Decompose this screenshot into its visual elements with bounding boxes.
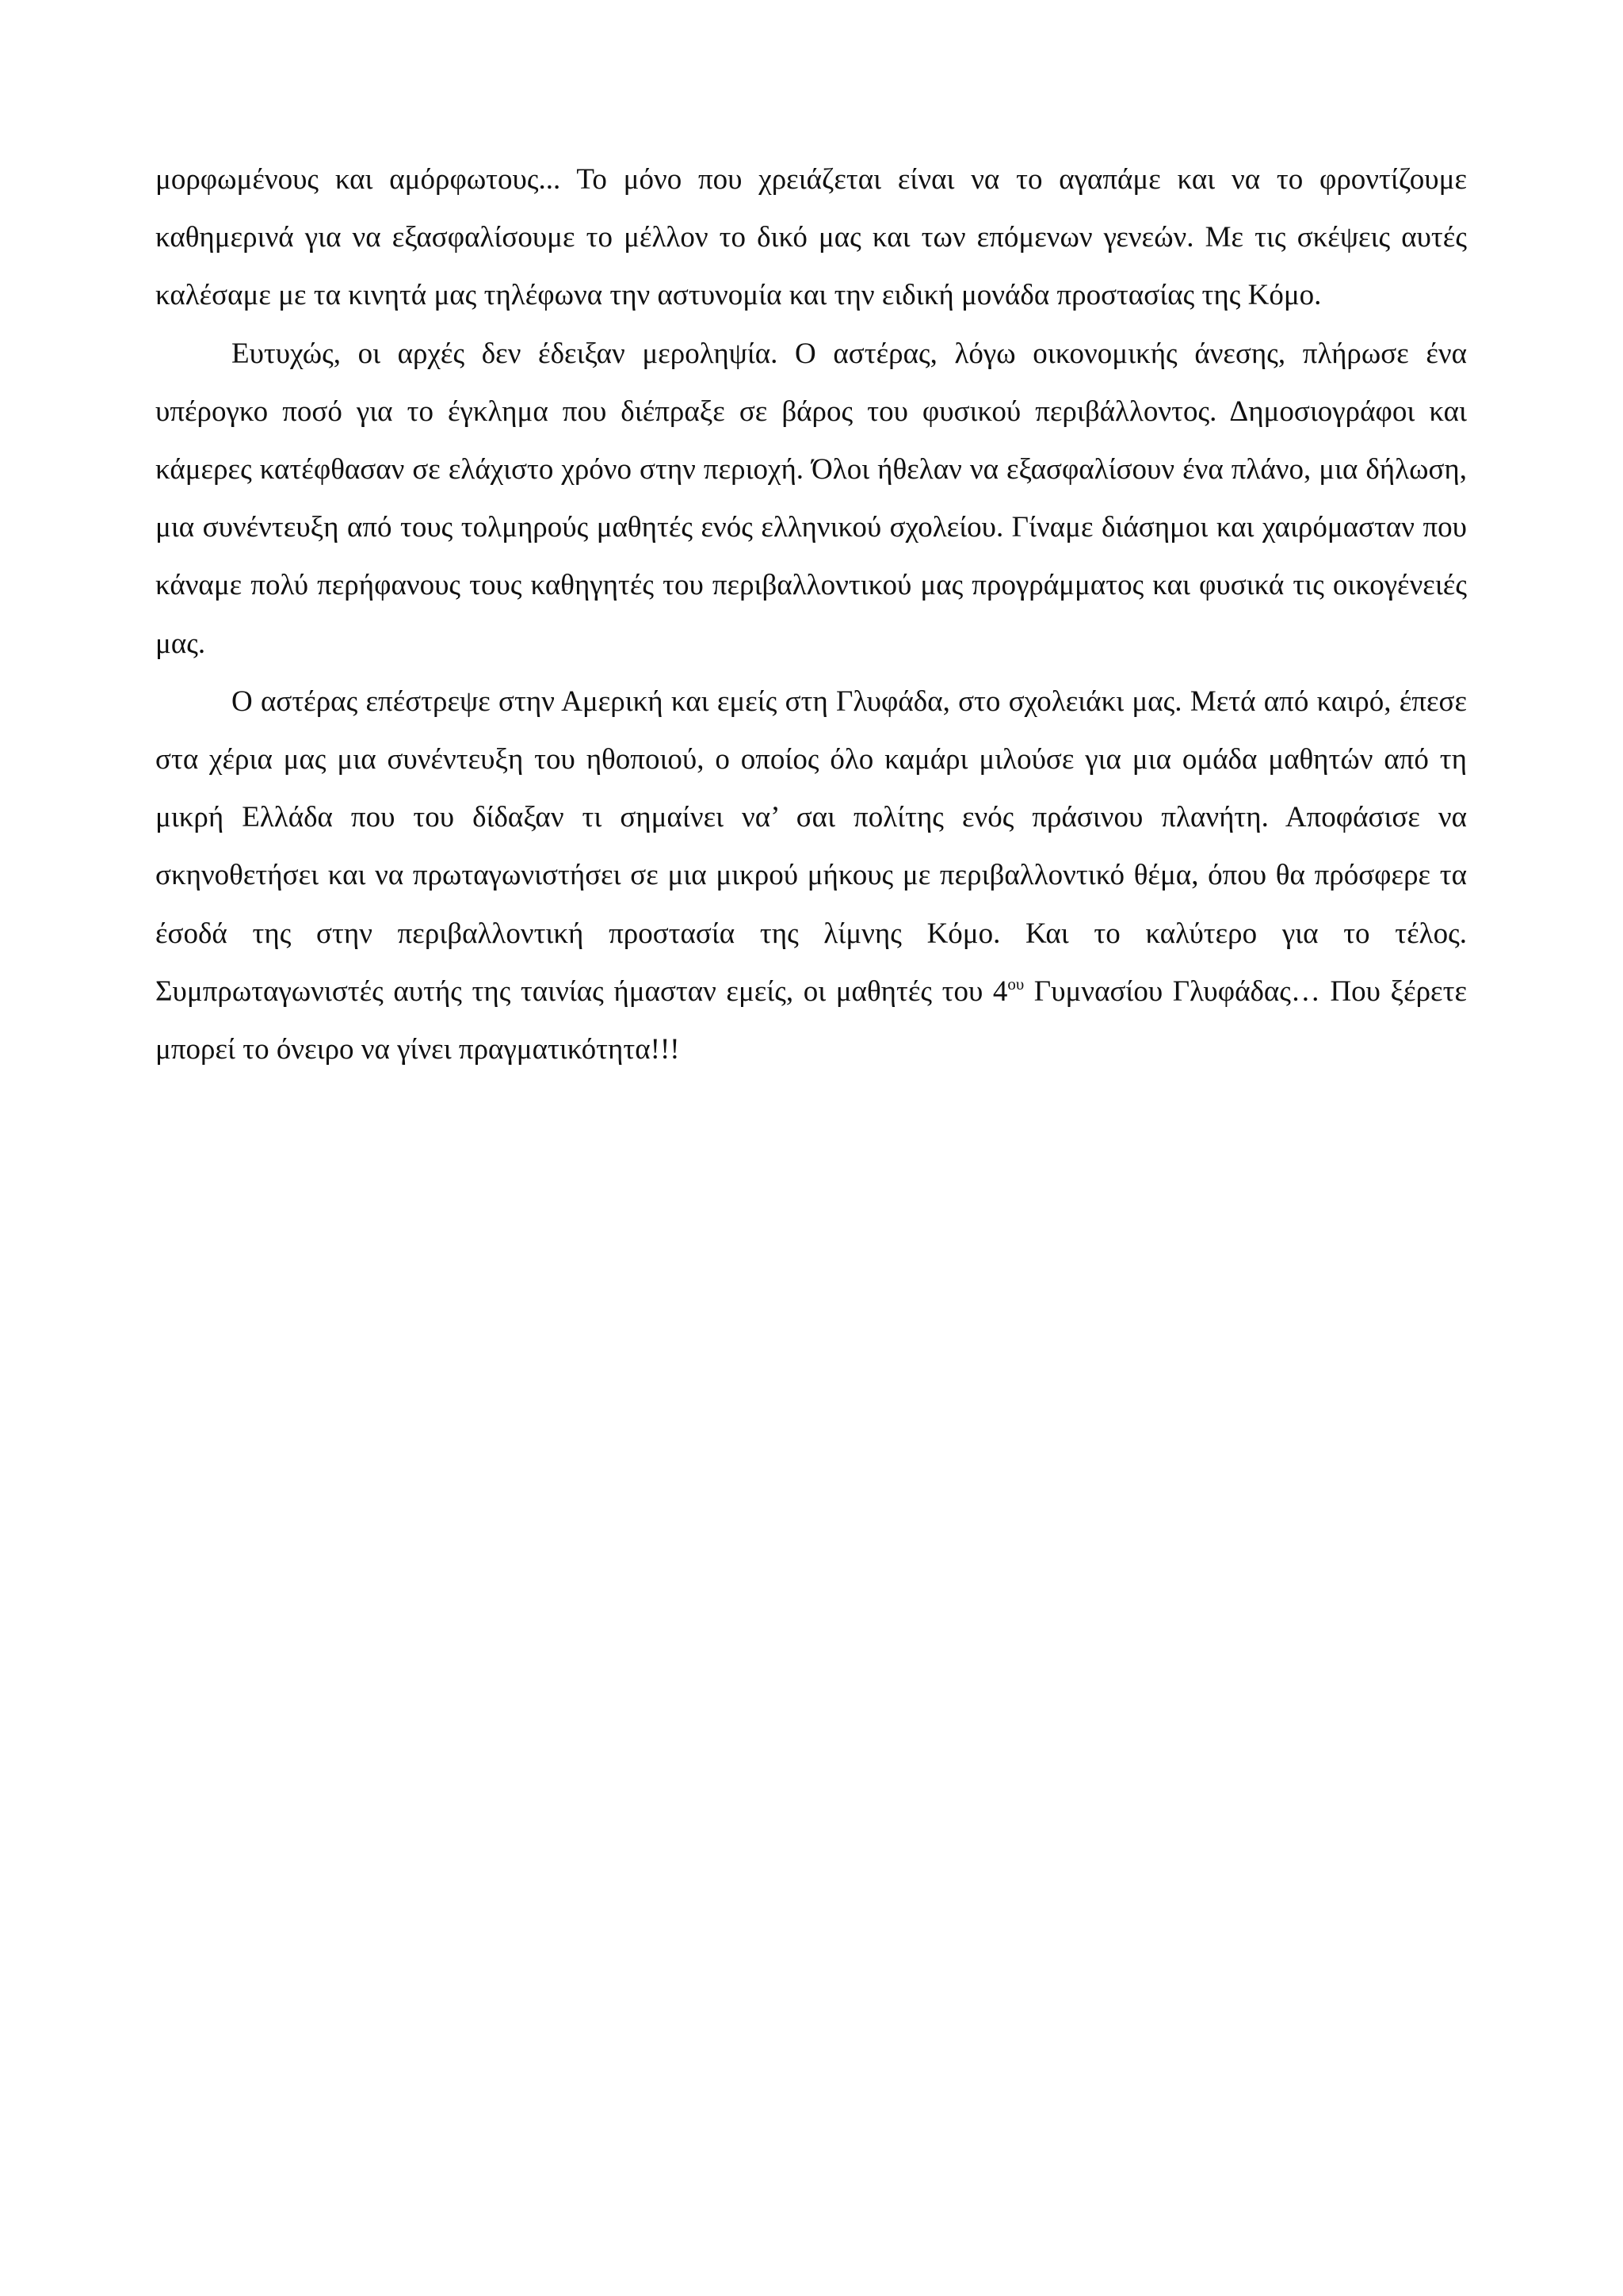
- paragraph-2: Ευτυχώς, οι αρχές δεν έδειξαν μεροληψία. Ο αστέρας, λόγω οικονομικής άνεσης, πλήρωσε ένα υπέρογκο ποσό για το έγκλημα που διέπραξε σε βάρος του φυσικού περιβάλλοντος. Δημοσιογράφοι και κάμερες κατέφθασαν σε ελάχιστο χρόνο στην περιοχή. Όλοι ήθελαν να εξασφαλίσουν ένα πλάνο, μια δήλωση, μια συνέντευξη από τους τολμηρούς μαθητές ενός ελληνικού σχολείου. Γίναμε διάσημοι και χαιρόμασταν που κάναμε πολύ περήφανους τους καθηγητές του περιβαλλοντικού μας προγράμματος και φυσικά τις οικογένειές μας.: [155, 337, 1467, 660]
- paragraph-3-start: Ο αστέρας επέστρεψε στην Αμερική και εμείς στη Γλυφάδα, στο σχολειάκι μας. Μετά από καιρό, έπεσε στα χέρια μας μια συνέντευξη του ηθοποιού, ο οποίος όλο καμάρι μιλούσε για μια ομάδα μαθητών από τη μικρή Ελλάδα που του δίδαξαν τι σημαίνει να’ σαι πολίτης ενός πράσινου πλανήτη. Αποφάσισε να σκηνοθετήσει και να πρωταγωνιστήσει σε μια μικρού μήκους με περιβαλλοντικό θέμα, όπου θα πρόσφερε τα έσοδά της στην περιβαλλοντική προστασία της λίμνης Κόμο. Και το καλύτερο για το τέλος. Συμπρωταγωνιστές αυτής της ταινίας ήμασταν εμείς, οι μαθητές του 4: [155, 685, 1467, 1008]
- paragraph-1: μορφωμένους και αμόρφωτους... Το μόνο που χρειάζεται είναι να το αγαπάμε και να το φροντίζουμε καθημερινά για να εξασφαλίσουμε το μέλλον το δικό μας και των επόμενων γενεών. Με τις σκέψεις αυτές καλέσαμε με τα κινητά μας τηλέφωνα την αστυνομία και την ειδική μονάδα προστασίας της Κόμο.: [155, 163, 1467, 312]
- body-text: [155, 151, 1467, 1078]
- paragraph-3-end: Γυμνασίου Γλυφάδας… Που ξέρετε μπορεί το όνειρο να γίνει πραγματικότητα!!!: [155, 974, 1467, 1066]
- paragraph-3: [155, 673, 1467, 1078]
- ordinal-superscript: ου: [1007, 974, 1025, 994]
